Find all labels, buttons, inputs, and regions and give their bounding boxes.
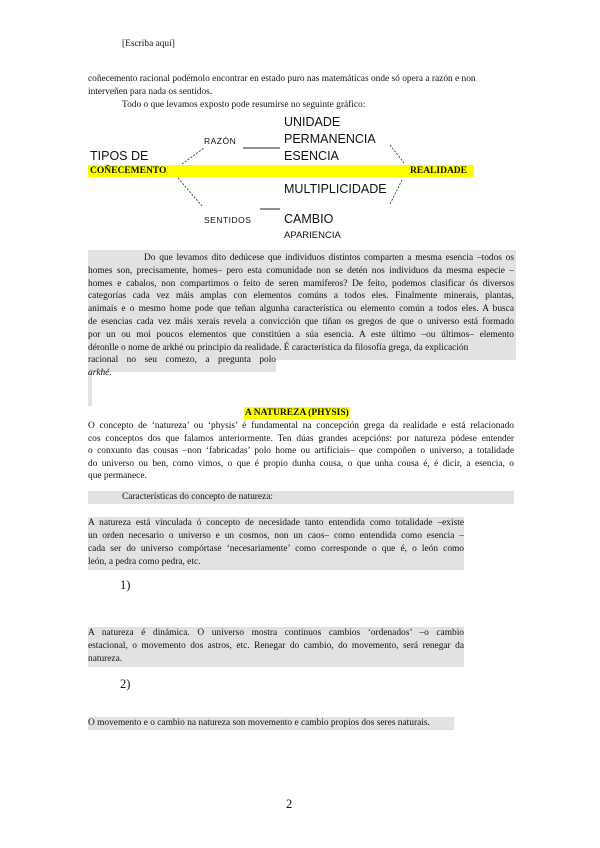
label-multiplicidade: MULTIPLICIDADE [284,182,387,196]
paragraph-line: homes e cabalos, non compartimos o feito de seren mamíferos? De feito, podemos clasificar ós diversos [88,278,514,289]
characteristics-heading: Características do concepto de natureza: [88,491,514,504]
connector-razon [182,148,204,164]
connector-realidade-lower [390,180,402,204]
intro-line: Todo o que levamos exposto pode resumirse no seguinte gráfico: [122,100,366,110]
label-esencia: ESENCIA [284,149,339,163]
paragraph-line: homes son, precisamente, homes– pero esta comunidade non se detén nos individuos da mesma especie – [88,265,514,276]
paragraph-line: arkhé. [88,368,112,379]
label-razon: RAZÓN [204,136,237,146]
paragraph-line: por un ou moi poucos elementos que constitúen a súa esencia. A este último –ou últimos– elemento [88,329,514,340]
item-line: un orden necesario o universo e un cosmos, non un caos– como entendida como esencia – [88,531,464,541]
paragraph-line: déronlle o nome de arkhé ou principio da realidade. É característica da filosofía grega, da explicación [88,342,469,353]
intro-line: interveñen para nada os sentidos. [88,87,213,97]
paragraph-line: cos conceptos dos que falamos anteriormente. Ten dúas grandes acepcións: por natureza pódese entender [88,433,514,444]
paragraph-line: Do que levamos dito dedúcese que individuos distintos comparten a mesma esencia –todos os [144,253,514,263]
paragraph-line: de esencias cada vez máis xerais revela a convicción que tiñan os gregos de que o universo está formado [88,316,514,327]
paragraph-line: categorías cada vez máis amplas con elementos comúns a todos eles. Finalmente minerais, plantas, [88,291,514,302]
paragraph-line: que permanece. [88,471,147,482]
list-number-2: 2) [120,677,131,691]
item-line: estacional, o movemento dos astros, etc. Renegar do cambio, do movemento, será renegar da [88,641,464,651]
item-line: natureza. [88,654,123,664]
closing-sentence: O movemento e o cambio na natureza son movemento e cambio propios dos seres naturais. [88,717,454,730]
item-line: A natureza está vinculada ó concepto de necesidade tanto entendida como totalidade –existe [88,518,464,528]
characteristic-necessity [88,517,464,570]
item-line: cada ser do universo compórtase ‘necesariamente’ como corresponde o que é, o león como [88,544,464,554]
intro-line: coñecemento racional podémolo encontrar en estado puro nas matemáticas onde só opera a razón e non [88,74,476,84]
header-placeholder[interactable]: [Escriba aquí] [122,39,175,49]
paragraph-line: o conxunto das cousas –non ‘fabricadas’ polo home ou artificiais– que compoñen o universo, a totalidade [88,446,514,457]
label-cambio: CAMBIO [284,212,334,226]
paragraph-esencia [88,252,514,380]
label-sentidos: SENTIDOS [204,215,252,225]
label-apariencia: APARIENCIA [284,230,341,241]
paragraph-line: do universo ou ben, como vimos, o que é propio dunha cousa, o que unha cousa é, é dicir, a esencia, o [88,458,514,469]
connector-realidade-upper [390,145,404,163]
connector-sentidos [178,178,202,206]
page-number: 2 [286,797,293,811]
label-tipos-de: TIPOS DE [90,149,149,163]
label-permanencia: PERMANENCIA [284,132,376,146]
label-unidade: UNIDADE [284,115,341,129]
characteristic-dynamic [88,627,464,667]
label-conecemento: COÑECEMENTO [90,166,167,176]
label-realidade: REALIDADE [410,166,468,176]
paragraph-line: animais e o mesmo home pode que teñan algunha característica ou elemento común a todos eles. A busca [88,304,514,315]
list-number-1: 1) [120,578,131,592]
paragraph-line: racional no seu comezo, a pregunta polo [88,355,276,366]
paragraph-natureza [88,420,514,483]
item-line: león, a pedra como pedra, etc. [88,557,201,567]
paragraph-line: O concepto de ‘natureza’ ou ‘physis’ é fundamental na concepción grega da realidade e está relacionado [88,421,514,431]
item-line: A natureza é dinámica. O universo mostra continuos cambios ‘ordenados’ –o cambio [88,628,464,638]
section-title: A NATUREZA (PHYSIS) [245,408,349,418]
